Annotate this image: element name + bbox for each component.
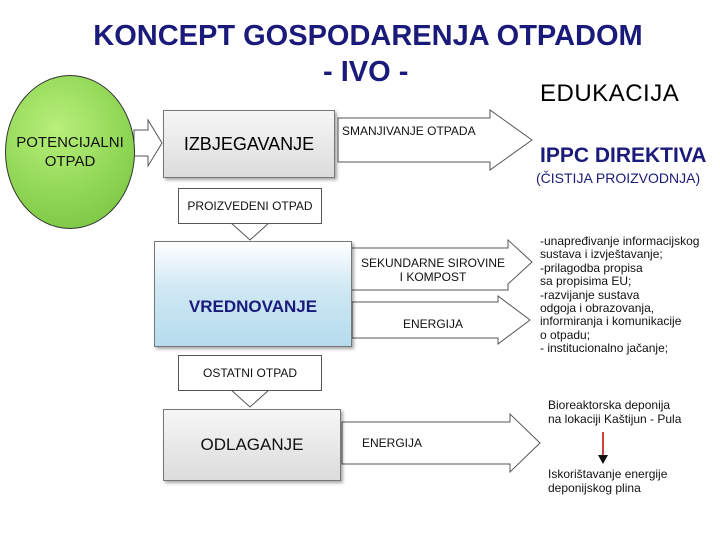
list-item: odgoja i obrazovanja, bbox=[540, 301, 655, 316]
page-subtitle: - IVO - bbox=[323, 56, 409, 88]
cistija-label: (ČISTIJA PROIZVODNJA) bbox=[536, 170, 701, 186]
proizvedeni-label: PROIZVEDENI OTPAD bbox=[187, 199, 313, 213]
ostatni-otpad-banner bbox=[178, 355, 322, 391]
sekundarne-line-2: I KOMPOST bbox=[399, 270, 467, 284]
energija-1-label: ENERGIJA bbox=[402, 317, 463, 331]
measures-list bbox=[540, 235, 720, 356]
ostatni-label: OSTATNI OTPAD bbox=[202, 366, 297, 380]
list-item: -prilagodba propisa bbox=[540, 260, 643, 275]
list-item: o otpadu; bbox=[540, 327, 591, 342]
bioreaktorska-deponija bbox=[548, 398, 718, 426]
izbjegavanje-label: IZBJEGAVANJE bbox=[183, 133, 315, 154]
bio-line-1: Bioreaktorska deponija bbox=[548, 398, 671, 412]
list-item: -unapređivanje informacijskog bbox=[540, 234, 700, 248]
iskoristavanje-energije bbox=[548, 467, 718, 495]
energija-2-label: ENERGIJA bbox=[362, 436, 423, 450]
list-item: informiranja i komunikacije bbox=[540, 314, 682, 329]
chevron-proizvedeni bbox=[230, 222, 270, 240]
ippc-label: IPPC DIREKTIVA bbox=[540, 144, 707, 167]
edukacija-label: EDUKACIJA bbox=[540, 80, 680, 107]
list-item: - institucionalno jačanje; bbox=[540, 341, 669, 356]
isk-line-2: deponijskog plina bbox=[548, 481, 641, 495]
circle-label-line-2: OTPAD bbox=[44, 153, 96, 170]
list-item: -razvijanje sustava bbox=[540, 287, 640, 302]
izbjegavanje-box bbox=[163, 110, 335, 178]
vrednovanje-label: VREDNOVANJE bbox=[188, 297, 318, 316]
odlaganje-box bbox=[163, 409, 341, 481]
circle-label-line-1: POTENCIJALNI bbox=[16, 134, 124, 151]
list-item: sa propisima EU; bbox=[540, 274, 632, 289]
list-item: sustava i izvještavanje; bbox=[540, 247, 663, 262]
page-title: KONCEPT GOSPODARENJA OTPADOM bbox=[93, 20, 643, 52]
arrow-smanjivanje bbox=[338, 110, 532, 170]
proizvedeni-otpad-banner bbox=[178, 188, 322, 224]
arrow-circle-to-izbjegavanje bbox=[134, 120, 162, 166]
odlaganje-label: ODLAGANJE bbox=[200, 435, 304, 454]
bio-line-2: na lokaciji Kaštijun - Pula bbox=[548, 412, 682, 426]
vrednovanje-box bbox=[154, 241, 352, 347]
bio-arrow-head bbox=[598, 455, 608, 464]
sekundarne-label bbox=[360, 256, 506, 284]
chevron-ostatni bbox=[230, 389, 270, 407]
potencijalni-otpad-circle bbox=[5, 75, 135, 229]
sekundarne-line-1: SEKUNDARNE SIROVINE bbox=[360, 256, 506, 270]
smanjivanje-label: SMANJIVANJE OTPADA bbox=[342, 124, 476, 138]
isk-line-1: Iskorištavanje energije bbox=[548, 467, 668, 481]
